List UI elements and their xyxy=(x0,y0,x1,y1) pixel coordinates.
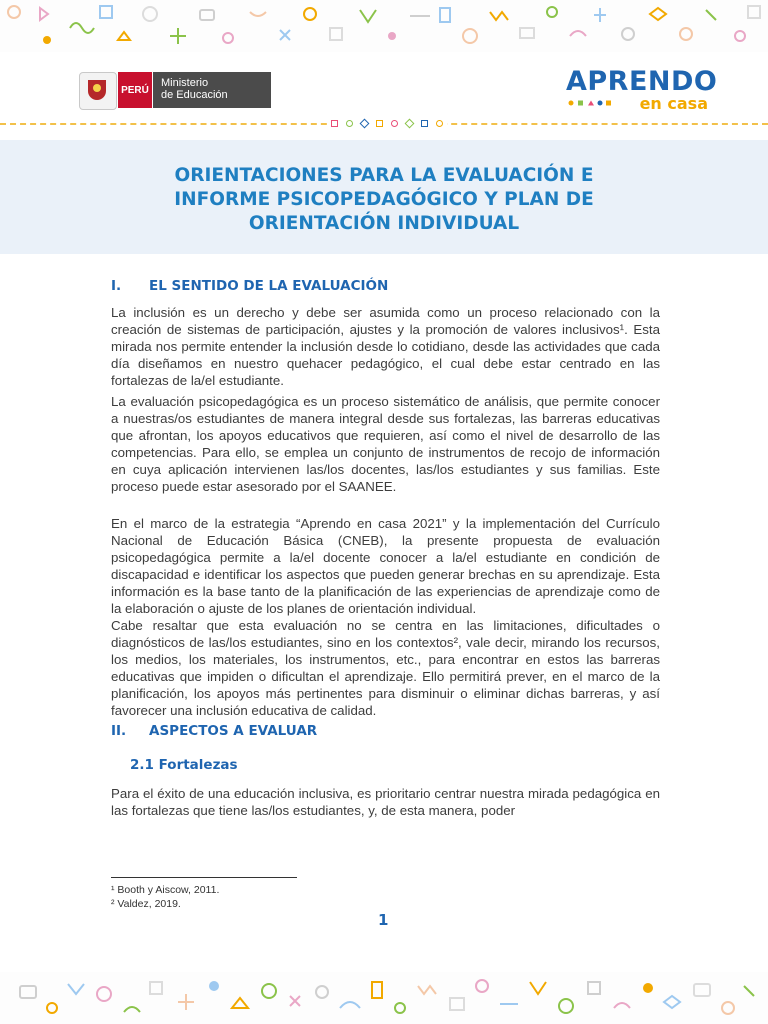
peru-shield-icon xyxy=(79,72,117,110)
diamond-shape-icon xyxy=(360,118,370,128)
circle-shape-icon xyxy=(346,120,353,127)
doodle-icons-top xyxy=(0,0,768,52)
diamond-shape-icon xyxy=(405,118,415,128)
document-title xyxy=(110,164,658,236)
circle-shape-icon xyxy=(391,120,398,127)
square-shape-icon xyxy=(331,120,338,127)
divider-shapes xyxy=(327,117,447,129)
brand-title: APRENDO xyxy=(566,66,718,97)
ministry-label xyxy=(153,72,271,108)
section-1-heading xyxy=(111,278,388,294)
doodle-pattern-bottom xyxy=(0,972,768,1024)
doodle-icons-bottom xyxy=(0,972,768,1024)
brand-subtitle: en casa xyxy=(639,94,708,113)
section-1-paragraph-4: Cabe resaltar que esta evaluación no se centra en las limitaciones, dificultades o diagnósticos de las/los estudiantes, sino en los contextos², vale decir, mirando los recursos, los medios, los materiales, los instrumentos, etc., para encontrar en estos las barreras educativas que impiden o dificultan el aprendizaje. Ello permitirá prever, en el marco de la planificación, los apoyos más pertinentes para disminuir o eliminar dichas barreras, y así favorecer una inclusión educativa de calidad. xyxy=(111,618,660,718)
title-line-3: ORIENTACIÓN INDIVIDUAL xyxy=(248,213,520,234)
footnote-2: ² Valdez, 2019. xyxy=(111,898,181,910)
title-line-2: INFORME PSICOPEDAGÓGICO Y PLAN DE xyxy=(174,189,594,210)
aprendo-en-casa-logo xyxy=(566,68,716,112)
section-1-paragraph-3: En el marco de la estrategia “Aprendo en casa 2021” y la implementación del Currículo Nacional de Educación Básica (CNEB), la presente propuesta de evaluación psicopedagógica permite a la/el docente conocer a la/el estudiante en condición de discapacidad e identificar los aspectos que pueden generar brechas en su aprendizaje. Esta información es la base tanto de la planificación de las experiencias de aprendizaje como de la elaboración o ajuste de los planes de orientación individual. xyxy=(111,516,660,616)
brand-shapes-icon xyxy=(568,99,618,107)
subsection-2-1-heading: 2.1 Fortalezas xyxy=(130,757,238,773)
section-1-paragraph-1: La inclusión es un derecho y debe ser asumida como un proceso relacionado con la creación de sistemas de participación, ajustes y la promoción de valores inclusivos¹. Esta mirada nos permite entender la inclusión desde lo cotidiano, desde las actividades que cada día diseñamos en nuestro quehacer pedagógico, el cual debe estar centrado en las fortalezas de la/el estudiante. xyxy=(111,305,660,388)
circle-shape-icon xyxy=(436,120,443,127)
section-2-number: II. xyxy=(111,723,127,739)
section-1-paragraph-2: La evaluación psicopedagógica es un proceso sistemático de análisis, que permite conocer a nuestras/os estudiantes de manera integral desde sus fortalezas, las barreras educativas que afrontan, los apoyos educativos que requieren, así como el nivel de desarrollo de las competencias. Para ello, se emplea un conjunto de instrumentos de recojo de información en cuya aplicación intervienen las/los docentes, las/los estudiantes y sus familias. Este proceso puede estar asesorado por el SAANEE. xyxy=(111,394,660,494)
page-number: 1 xyxy=(378,911,389,929)
section-1-number: I. xyxy=(111,278,122,294)
title-line-1: ORIENTACIONES PARA LA EVALUACIÓN E xyxy=(174,165,594,186)
ministry-line-2: de Educación xyxy=(161,89,228,101)
footnote-1: ¹ Booth y Aiscow, 2011. xyxy=(111,884,220,896)
footnote-divider xyxy=(111,877,297,878)
section-2-paragraph-1: Para el éxito de una educación inclusiva, es prioritario centrar nuestra mirada pedagógica en las fortalezas que tiene las/los estudiantes, y, de esta manera, poder xyxy=(111,786,660,818)
square-shape-icon xyxy=(376,120,383,127)
square-shape-icon xyxy=(421,120,428,127)
section-1-title: EL SENTIDO DE LA EVALUACIÓN xyxy=(149,278,389,294)
doodle-pattern-top xyxy=(0,0,768,52)
section-2-heading xyxy=(111,723,317,739)
section-2-title: ASPECTOS A EVALUAR xyxy=(149,723,318,739)
peru-label: PERÚ xyxy=(118,72,152,108)
ministry-line-1: Ministerio xyxy=(161,77,209,89)
